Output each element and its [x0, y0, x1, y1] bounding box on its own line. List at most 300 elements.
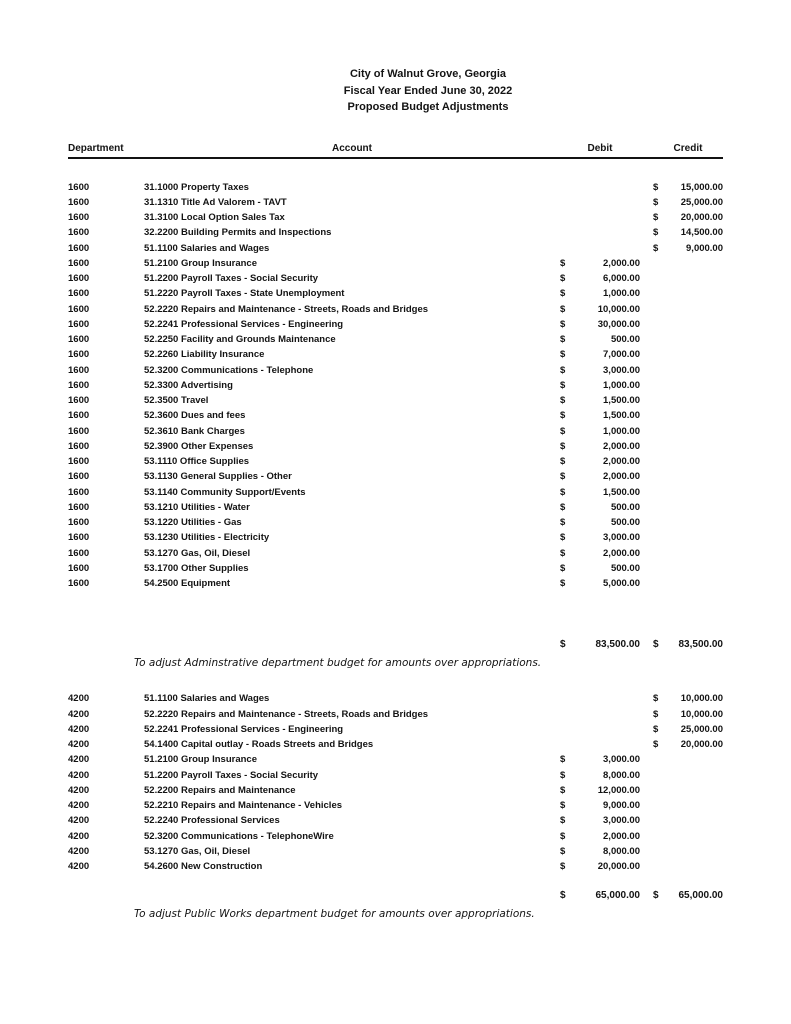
- row-account: 52.2210 Repairs and Maintenance - Vehicles: [144, 800, 343, 811]
- row-debit-amount: 8,000.00: [603, 845, 640, 857]
- row-department: 4200: [68, 800, 90, 811]
- row-account: 52.2250 Facility and Grounds Maintenance: [144, 334, 336, 345]
- row-debit: [560, 363, 640, 378]
- column-header-debit: Debit: [587, 142, 613, 154]
- row-account: 52.2241 Professional Services - Engineering: [144, 723, 344, 735]
- table-row: [68, 439, 723, 454]
- table-row: [68, 500, 723, 515]
- document-title-block: [66, 66, 790, 116]
- row-department: 1600: [68, 395, 90, 406]
- column-gap: [640, 286, 653, 301]
- row-account: 53.1270 Gas, Oil, Diesel: [144, 845, 251, 857]
- column-gap: [640, 768, 653, 783]
- row-debit: [560, 317, 640, 332]
- table-row: [68, 691, 723, 706]
- row-debit-amount: 5,000.00: [603, 578, 640, 589]
- row-credit-amount: 14,500.00: [680, 227, 723, 239]
- row-debit-amount: 3,000.00: [603, 754, 640, 766]
- row-department: 1600: [68, 181, 90, 193]
- section-total-row: [68, 888, 723, 903]
- row-account: 52.3500 Travel: [144, 395, 209, 406]
- total-credit: [653, 637, 723, 652]
- row-debit: [560, 469, 640, 484]
- row-debit: [560, 576, 640, 591]
- column-gap: [640, 378, 653, 393]
- column-gap: [640, 363, 653, 378]
- row-department: 1600: [68, 547, 90, 559]
- currency-symbol: $: [560, 410, 566, 422]
- row-department: 1600: [68, 334, 90, 345]
- row-debit-amount: 20,000.00: [597, 861, 640, 872]
- row-account: 52.2240 Professional Services: [144, 815, 280, 827]
- column-gap: [640, 210, 653, 225]
- row-debit: [560, 515, 640, 530]
- total-debit: [560, 888, 640, 903]
- table-row: [68, 469, 723, 484]
- row-debit: [560, 707, 640, 722]
- row-account: 51.2200 Payroll Taxes - Social Security: [144, 769, 319, 781]
- row-account: 52.3200 Communications - TelephoneWire: [144, 830, 334, 842]
- currency-symbol: $: [560, 257, 566, 269]
- column-gap: [640, 722, 653, 737]
- row-department: 4200: [68, 693, 90, 705]
- row-account: 52.2220 Repairs and Maintenance - Streets, Roads and Bridges: [144, 303, 429, 315]
- column-gap: [640, 302, 653, 317]
- section-rows: [68, 691, 723, 874]
- row-debit-amount: 9,000.00: [603, 800, 640, 811]
- row-credit: [653, 225, 723, 240]
- currency-symbol: $: [560, 501, 566, 513]
- total-credit-amount: 83,500.00: [678, 639, 723, 651]
- currency-symbol: $: [560, 547, 566, 559]
- currency-symbol: $: [560, 578, 566, 589]
- currency-symbol: $: [560, 562, 566, 574]
- row-credit: [653, 256, 723, 271]
- row-credit: [653, 332, 723, 347]
- row-debit: [560, 408, 640, 423]
- table-row: [68, 363, 723, 378]
- row-credit-amount: 10,000.00: [680, 708, 723, 720]
- currency-symbol: $: [560, 486, 566, 498]
- row-credit: [653, 317, 723, 332]
- table-row: [68, 180, 723, 195]
- row-department: 1600: [68, 517, 90, 528]
- row-account: 31.3100 Local Option Sales Tax: [144, 212, 285, 223]
- row-department: 4200: [68, 723, 90, 735]
- row-debit-amount: 2,000.00: [603, 257, 640, 269]
- row-debit-amount: 1,500.00: [603, 410, 640, 422]
- row-debit-amount: 500.00: [610, 501, 640, 513]
- row-debit: [560, 783, 640, 798]
- column-gap: [640, 195, 653, 210]
- row-department: 4200: [68, 784, 90, 796]
- row-account: 53.1130 General Supplies - Other: [144, 471, 292, 483]
- row-department: 4200: [68, 754, 90, 766]
- row-credit: [653, 469, 723, 484]
- row-department: 1600: [68, 379, 90, 391]
- row-credit: [653, 180, 723, 195]
- column-gap: [640, 707, 653, 722]
- row-debit: [560, 210, 640, 225]
- currency-symbol: $: [560, 532, 566, 544]
- column-gap: [640, 393, 653, 408]
- row-account: 53.1220 Utilities - Gas: [144, 517, 242, 528]
- currency-symbol: $: [560, 440, 566, 452]
- document-title: City of Walnut Grove, Georgia: [349, 68, 507, 80]
- budget-adjustments-table: [68, 143, 723, 922]
- currency-symbol: $: [653, 196, 659, 208]
- row-account: 52.3200 Communications - Telephone: [144, 364, 314, 376]
- row-account: 51.2100 Group Insurance: [144, 754, 257, 766]
- currency-symbol: $: [560, 784, 566, 796]
- row-credit: [653, 859, 723, 874]
- row-account: 52.2241 Professional Services - Engineering: [144, 318, 344, 330]
- row-account: 52.3900 Other Expenses: [144, 440, 254, 452]
- row-department: 1600: [68, 501, 90, 513]
- currency-symbol: $: [560, 769, 566, 781]
- table-row: [68, 256, 723, 271]
- row-debit: [560, 454, 640, 469]
- currency-symbol: $: [653, 890, 659, 902]
- row-account: 53.1270 Gas, Oil, Diesel: [144, 547, 251, 559]
- row-department: 1600: [68, 364, 90, 376]
- row-debit: [560, 393, 640, 408]
- column-gap: [640, 888, 653, 903]
- table-row: [68, 561, 723, 576]
- section-note: To adjust Public Works department budget for amounts over appropriations.: [134, 908, 535, 921]
- currency-symbol: $: [653, 639, 659, 651]
- row-credit-amount: 25,000.00: [680, 723, 723, 735]
- row-debit: [560, 691, 640, 706]
- row-debit: [560, 241, 640, 256]
- row-credit: [653, 798, 723, 813]
- column-gap: [640, 485, 653, 500]
- row-debit-amount: 7,000.00: [603, 349, 640, 361]
- table-row: [68, 829, 723, 844]
- row-account: 31.1310 Title Ad Valorem - TAVT: [144, 196, 287, 208]
- row-credit: [653, 195, 723, 210]
- column-gap: [640, 256, 653, 271]
- row-account: 53.1110 Office Supplies: [144, 456, 250, 467]
- row-department: 1600: [68, 303, 90, 315]
- table-row: [68, 317, 723, 332]
- row-credit: [653, 500, 723, 515]
- section-public-works: [68, 691, 723, 921]
- row-account: 53.1230 Utilities - Electricity: [144, 532, 270, 544]
- column-gap: [640, 143, 653, 154]
- currency-symbol: $: [560, 639, 566, 651]
- column-gap: [640, 813, 653, 828]
- section-note: To adjust Adminstrative department budget for amounts over appropriations.: [134, 657, 542, 670]
- row-credit: [653, 829, 723, 844]
- row-credit-amount: 10,000.00: [680, 693, 723, 705]
- row-credit: [653, 241, 723, 256]
- currency-symbol: $: [560, 830, 566, 842]
- table-row: [68, 454, 723, 469]
- total-spacer: [144, 888, 560, 903]
- row-credit: [653, 424, 723, 439]
- row-debit-amount: 1,000.00: [603, 425, 640, 437]
- column-gap: [640, 844, 653, 859]
- column-header-department: Department: [68, 142, 124, 154]
- table-row: [68, 515, 723, 530]
- currency-symbol: $: [560, 334, 566, 345]
- table-row: [68, 485, 723, 500]
- document-subtitle-report-type: Proposed Budget Adjustments: [347, 101, 509, 113]
- row-credit: [653, 286, 723, 301]
- row-department: 1600: [68, 227, 90, 239]
- row-credit: [653, 271, 723, 286]
- table-row: [68, 378, 723, 393]
- row-debit-amount: 500.00: [610, 517, 640, 528]
- row-department: 1600: [68, 288, 90, 300]
- row-debit-amount: 1,500.00: [603, 486, 640, 498]
- row-credit: [653, 691, 723, 706]
- row-credit: [653, 302, 723, 317]
- table-row: [68, 859, 723, 874]
- column-gap: [640, 637, 653, 652]
- row-debit: [560, 225, 640, 240]
- row-debit-amount: 2,000.00: [603, 830, 640, 842]
- column-gap: [640, 180, 653, 195]
- row-account: 53.1210 Utilities - Water: [144, 501, 250, 513]
- row-debit-amount: 2,000.00: [603, 471, 640, 483]
- row-account: 52.2220 Repairs and Maintenance - Streets, Roads and Bridges: [144, 708, 429, 720]
- row-debit: [560, 195, 640, 210]
- row-department: 1600: [68, 242, 90, 254]
- row-department: 1600: [68, 471, 90, 483]
- row-account: 52.2260 Liability Insurance: [144, 349, 265, 361]
- table-row: [68, 302, 723, 317]
- row-debit: [560, 798, 640, 813]
- column-gap: [640, 225, 653, 240]
- row-debit: [560, 768, 640, 783]
- currency-symbol: $: [653, 242, 659, 254]
- row-credit: [653, 561, 723, 576]
- column-gap: [640, 546, 653, 561]
- row-department: 4200: [68, 830, 90, 842]
- total-spacer: [68, 637, 144, 652]
- row-debit-amount: 500.00: [610, 562, 640, 574]
- row-account: 53.1140 Community Support/Events: [144, 486, 306, 498]
- currency-symbol: $: [560, 800, 566, 811]
- row-account: 51.2220 Payroll Taxes - State Unemployment: [144, 288, 345, 300]
- table-row: [68, 424, 723, 439]
- currency-symbol: $: [653, 739, 659, 750]
- table-row: [68, 768, 723, 783]
- row-debit: [560, 829, 640, 844]
- currency-symbol: $: [653, 181, 659, 193]
- row-debit-amount: 6,000.00: [603, 273, 640, 284]
- column-gap: [640, 576, 653, 591]
- column-gap: [640, 347, 653, 362]
- row-department: 1600: [68, 486, 90, 498]
- currency-symbol: $: [560, 288, 566, 300]
- row-debit: [560, 500, 640, 515]
- row-department: 1600: [68, 257, 90, 269]
- currency-symbol: $: [560, 349, 566, 361]
- table-row: [68, 752, 723, 767]
- row-account: 51.2100 Group Insurance: [144, 257, 257, 269]
- row-debit: [560, 546, 640, 561]
- row-debit: [560, 286, 640, 301]
- table-row: [68, 844, 723, 859]
- row-debit: [560, 844, 640, 859]
- row-credit-amount: 9,000.00: [686, 242, 723, 254]
- row-department: 1600: [68, 349, 90, 361]
- row-department: 1600: [68, 318, 90, 330]
- currency-symbol: $: [560, 890, 566, 902]
- row-debit-amount: 12,000.00: [597, 784, 640, 796]
- row-debit-amount: 1,000.00: [603, 288, 640, 300]
- table-row: [68, 707, 723, 722]
- row-department: 4200: [68, 769, 90, 781]
- row-department: 1600: [68, 425, 90, 437]
- table-row: [68, 783, 723, 798]
- row-credit: [653, 707, 723, 722]
- column-gap: [640, 530, 653, 545]
- row-credit: [653, 378, 723, 393]
- row-credit: [653, 347, 723, 362]
- row-department: 1600: [68, 440, 90, 452]
- row-department: 4200: [68, 708, 90, 720]
- row-debit-amount: 1,000.00: [603, 379, 640, 391]
- total-debit-amount: 83,500.00: [595, 639, 640, 651]
- table-row: [68, 271, 723, 286]
- currency-symbol: $: [560, 845, 566, 857]
- row-account: 53.1700 Other Supplies: [144, 562, 249, 574]
- row-credit: [653, 210, 723, 225]
- currency-symbol: $: [560, 425, 566, 437]
- row-credit: [653, 363, 723, 378]
- table-row: [68, 722, 723, 737]
- row-debit: [560, 813, 640, 828]
- row-credit: [653, 576, 723, 591]
- column-gap: [640, 783, 653, 798]
- row-department: 4200: [68, 739, 90, 750]
- row-debit-amount: 3,000.00: [603, 815, 640, 827]
- table-row: [68, 241, 723, 256]
- column-gap: [640, 752, 653, 767]
- row-debit: [560, 256, 640, 271]
- currency-symbol: $: [653, 693, 659, 705]
- table-row: [68, 393, 723, 408]
- row-debit: [560, 180, 640, 195]
- row-debit: [560, 530, 640, 545]
- total-debit: [560, 637, 640, 652]
- currency-symbol: $: [560, 456, 566, 467]
- row-account: 52.2200 Repairs and Maintenance: [144, 784, 296, 796]
- row-debit: [560, 347, 640, 362]
- column-gap: [640, 859, 653, 874]
- table-row: [68, 225, 723, 240]
- row-department: 4200: [68, 815, 90, 827]
- row-credit: [653, 408, 723, 423]
- row-account: 51.2200 Payroll Taxes - Social Security: [144, 273, 319, 284]
- currency-symbol: $: [560, 815, 566, 827]
- column-gap: [640, 424, 653, 439]
- row-credit: [653, 454, 723, 469]
- row-department: 1600: [68, 273, 90, 284]
- row-department: 1600: [68, 196, 90, 208]
- table-row: [68, 813, 723, 828]
- row-credit: [653, 844, 723, 859]
- table-row: [68, 195, 723, 210]
- column-gap: [640, 561, 653, 576]
- row-debit: [560, 752, 640, 767]
- table-row: [68, 530, 723, 545]
- column-gap: [640, 454, 653, 469]
- row-debit-amount: 3,000.00: [603, 364, 640, 376]
- row-credit-amount: 25,000.00: [680, 196, 723, 208]
- row-debit-amount: 500.00: [610, 334, 640, 345]
- row-debit: [560, 485, 640, 500]
- row-credit: [653, 722, 723, 737]
- column-gap: [640, 737, 653, 752]
- currency-symbol: $: [560, 303, 566, 315]
- row-debit: [560, 439, 640, 454]
- document-subtitle-fiscal-year: Fiscal Year Ended June 30, 2022: [343, 84, 513, 97]
- row-debit: [560, 722, 640, 737]
- row-department: 1600: [68, 212, 90, 223]
- row-department: 1600: [68, 578, 90, 589]
- row-department: 1600: [68, 562, 90, 574]
- row-debit: [560, 737, 640, 752]
- row-account: 54.2600 New Construction: [144, 861, 263, 872]
- row-debit-amount: 2,000.00: [603, 440, 640, 452]
- total-debit-amount: 65,000.00: [595, 890, 640, 902]
- currency-symbol: $: [560, 471, 566, 483]
- total-credit-amount: 65,000.00: [678, 890, 723, 902]
- row-credit: [653, 546, 723, 561]
- currency-symbol: $: [560, 861, 566, 872]
- row-credit: [653, 737, 723, 752]
- table-row: [68, 576, 723, 591]
- row-account: 32.2200 Building Permits and Inspections: [144, 227, 332, 239]
- section-total-row: [68, 637, 723, 652]
- row-credit: [653, 393, 723, 408]
- row-credit: [653, 530, 723, 545]
- row-debit-amount: 3,000.00: [603, 532, 640, 544]
- row-debit: [560, 271, 640, 286]
- currency-symbol: $: [560, 517, 566, 528]
- row-account: 51.1100 Salaries and Wages: [144, 242, 270, 254]
- row-debit: [560, 424, 640, 439]
- column-gap: [640, 271, 653, 286]
- row-debit: [560, 332, 640, 347]
- row-department: 4200: [68, 861, 90, 872]
- column-gap: [640, 500, 653, 515]
- currency-symbol: $: [653, 708, 659, 720]
- column-gap: [640, 408, 653, 423]
- section-administrative: [68, 180, 723, 671]
- row-debit-amount: 2,000.00: [603, 456, 640, 467]
- row-credit: [653, 515, 723, 530]
- row-debit-amount: 8,000.00: [603, 769, 640, 781]
- column-gap: [640, 798, 653, 813]
- column-gap: [640, 829, 653, 844]
- row-credit-amount: 20,000.00: [680, 212, 723, 223]
- row-department: 4200: [68, 845, 90, 857]
- row-department: 1600: [68, 410, 90, 422]
- row-debit-amount: 2,000.00: [603, 547, 640, 559]
- row-credit: [653, 439, 723, 454]
- table-row: [68, 408, 723, 423]
- row-debit: [560, 859, 640, 874]
- row-credit-amount: 15,000.00: [680, 181, 723, 193]
- currency-symbol: $: [560, 273, 566, 284]
- row-account: 52.3610 Bank Charges: [144, 425, 245, 437]
